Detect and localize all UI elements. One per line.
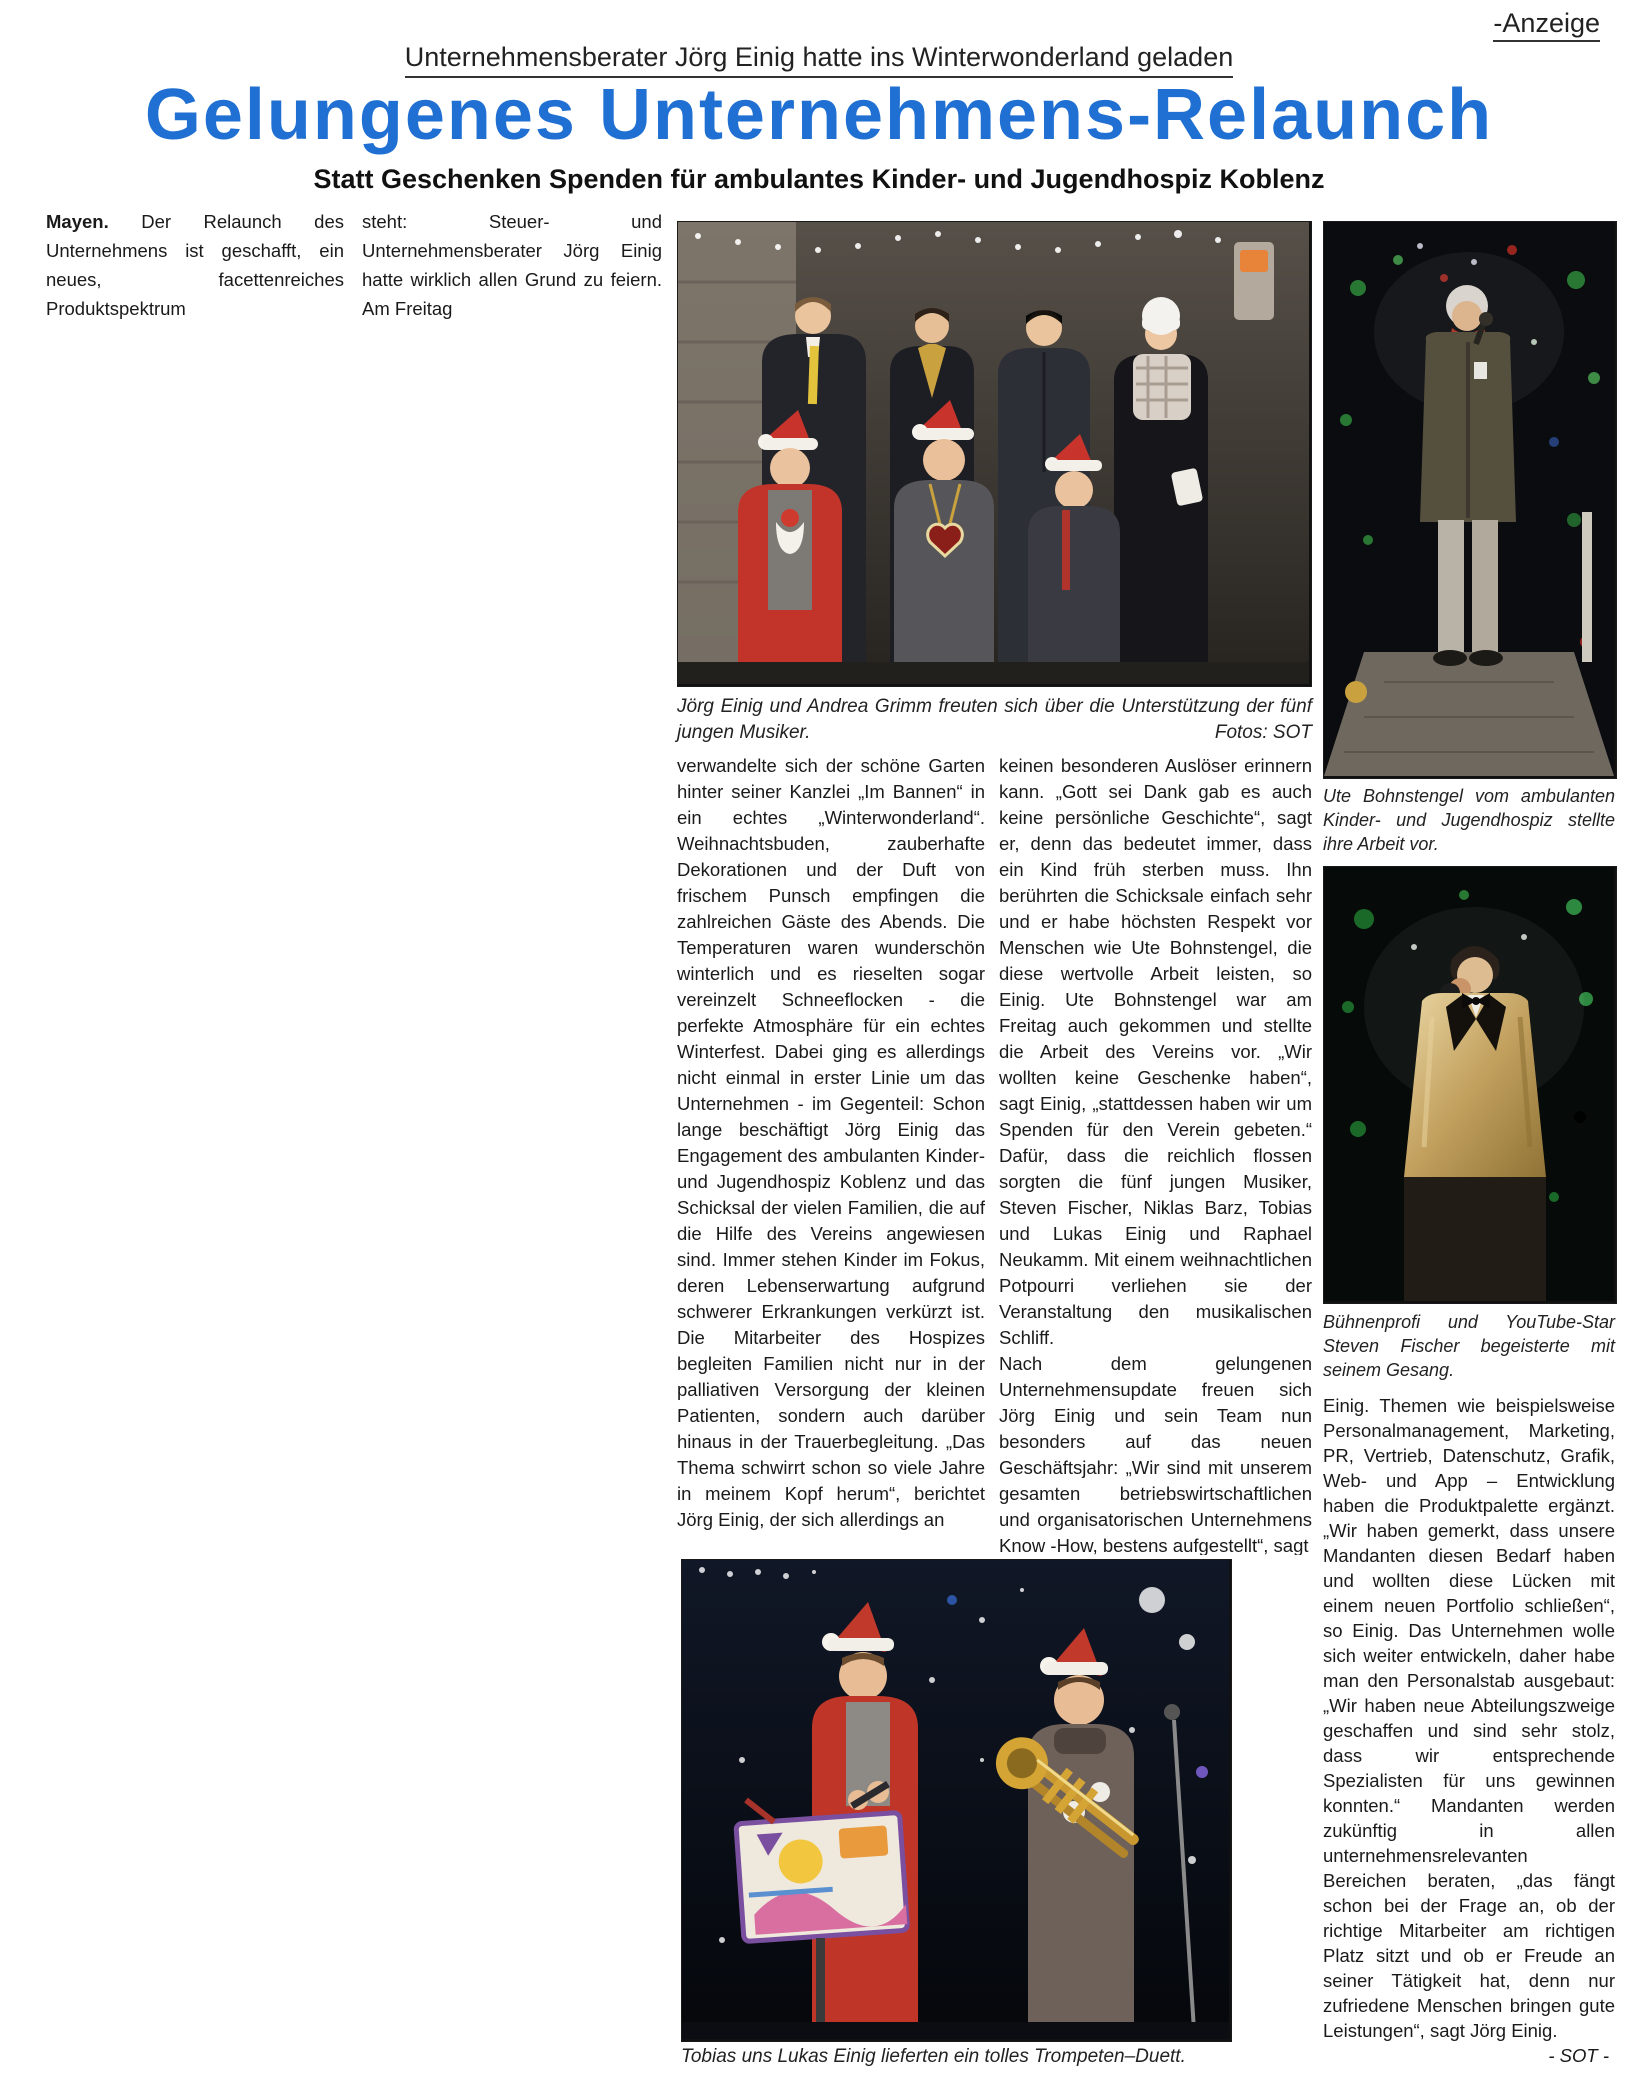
ute-photo-graphic xyxy=(1324,222,1614,776)
article-column-2-paragraph-2: Nach dem gelungenen Unternehmensupdate freuen sich Jörg Einig und sein Team nun besonders auf das neuen Geschäftsjahr: „Wir sind mit unserem gesamten betriebswirtschaftlichen und organisatorischen Unternehmens Know -How, bestens aufgestellt“, sagt xyxy=(999,1353,1312,1555)
dateline: Mayen. xyxy=(46,211,109,232)
ad-label: -Anzeige xyxy=(1493,8,1600,42)
kicker-text: Unternehmensberater Jörg Einig hatte ins Winterwonderland geladen xyxy=(405,42,1233,78)
steven-photo-graphic xyxy=(1324,867,1614,1301)
steven-photo-caption: Bühnenprofi und YouTube-Star Steven Fischer begeisterte mit seinem Gesang. xyxy=(1323,1312,1615,1380)
intro-column-2: steht: Steuer- und Unternehmensberater Jörg Einig hatte wirklich allen Grund zu feiern. Am Freitag xyxy=(362,211,662,319)
kicker-line xyxy=(0,42,1638,73)
article-column-2 xyxy=(999,753,1312,1555)
article-column-3 xyxy=(1323,1393,1615,2068)
trumpet-photo-caption: Tobias uns Lukas Einig lieferten ein tolles Trompeten–Duett. xyxy=(681,2046,1186,2067)
main-group-photo-graphic xyxy=(678,222,1309,684)
intro-column-1 xyxy=(46,207,344,323)
main-photo-caption xyxy=(677,694,1312,746)
main-group-photo xyxy=(677,221,1312,687)
main-photo-caption-text: Jörg Einig und Andrea Grimm freuten sich über die Unterstützung der fünf jungen Musiker. xyxy=(677,696,1312,743)
ute-photo-caption: Ute Bohnstengel vom ambulanten Kinder- und Jugendhospiz stellte ihre Arbeit vor. xyxy=(1323,786,1615,854)
headline: Gelungenes Unternehmens-Relaunch xyxy=(144,75,1494,155)
author-signature: - SOT - xyxy=(1548,2045,1609,2066)
subheadline: Statt Geschenken Spenden für ambulantes Kinder- und Jugendhospiz Koblenz xyxy=(313,164,1325,194)
photo-credit: Fotos: SOT xyxy=(1214,722,1312,743)
article-column-1-text: verwandelte sich der schöne Garten hinter seiner Kanzlei „Im Bannen“ in ein echtes „Winterwonderland“. Weihnachtsbuden, zauberhafte Dekorationen und der Duft von frischem Punsch empfingen die zahlreichen Gäste des Abends. Die Temperaturen waren wunderschön winterlich und es rieselten sogar vereinzelt Schneeflocken - die perfekte Atmosphäre für ein echtes Winterfest. Dabei ging es allerdings nicht einmal in erster Linie um das Unternehmen - im Gegenteil: Schon lange beschäftigt Jörg Einig das Engagement des ambulanten Kinder- und Jugendhospiz Koblenz und das Schicksal der vielen Familien, die auf die Hilfe des Vereins angewiesen sind. Immer stehen Kinder im Fokus, deren Lebenserwartung aufgrund schwerer Erkrankungen verkürzt ist. Die Mitarbeiter des Hospizes begleiten Familien nicht nur in der palliativen Versorgung der kleinen Patienten, sondern auch darüber hinaus in der Trauerbegleitung. „Das Thema schwirrt schon so viele Jahre in meinem Kopf herum“, berichtet Jörg Einig, der sich allerdings an xyxy=(677,755,985,1530)
intro-column-1-text: Der Relaunch des Unternehmens ist geschafft, ein neues, facettenreiches Produktspektrum xyxy=(46,211,344,319)
trumpet-duet-photo xyxy=(681,1559,1232,2042)
article-column-2-paragraph-1: keinen besonderen Auslöser erinnern kann. „Gott sei Dank gab es auch keine persönliche Geschichte“, sagt er, denn das bedeutet immer, dass ein Kind früh sterben muss. Ihn berührten die Schicksale einfach sehr und er habe höchsten Respekt vor Menschen wie Ute Bohnstengel, die diese wertvolle Arbeit leisten, so Einig. Ute Bohnstengel war am Freitag auch gekommen und stellte die Arbeit des Vereins vor. „Wir wollten keine Geschenke haben“, sagt Einig, „stattdessen haben wir um Spenden für den Verein gebeten.“ Dafür, dass die reichlich flossen sorgten die fünf jungen Musiker, Steven Fischer, Niklas Barz, Tobias und Lukas Einig und Raphael Neukamm. Mit einem weihnachtlichen Potpourri verliehen sie der Veranstaltung den musikalischen Schliff. xyxy=(999,755,1312,1348)
ute-bohnstengel-photo xyxy=(1323,221,1617,779)
article-column-1 xyxy=(677,753,985,1533)
trumpet-photo-graphic xyxy=(682,1560,1229,2039)
article-column-3-text: Einig. Themen wie beispielsweise Personalmanagement, Marketing, PR, Vertrieb, Datenschutz, Grafik, Web- und App – Entwicklung haben die Produktpalette ergänzt. „Wir haben gemerkt, dass unsere Mandanten diesen Bedarf haben und wollten diese Lücken mit einem neuen Portfolio schließen“, so Einig. Das Unternehmen wolle sich weiter entwickeln, daher habe man den Personalstab ausgebaut: „Wir haben neue Abteilungszweige geschaffen und sind sehr stolz, dass wir entsprechende Spezialisten für uns gewinnen konnten.“ Mandanten werden zukünftig in allen unternehmensrelevanten Bereichen beraten, „das fängt schon bei der Frage an, ob der richtige Mitarbeiter am richtigen Platz sitzt und ob er Freude an seiner Tätigkeit hat, denn nur zufriedene Menschen bringen gute Leistungen“, sagt Jörg Einig. xyxy=(1323,1395,1615,2041)
steven-fischer-photo xyxy=(1323,866,1617,1304)
